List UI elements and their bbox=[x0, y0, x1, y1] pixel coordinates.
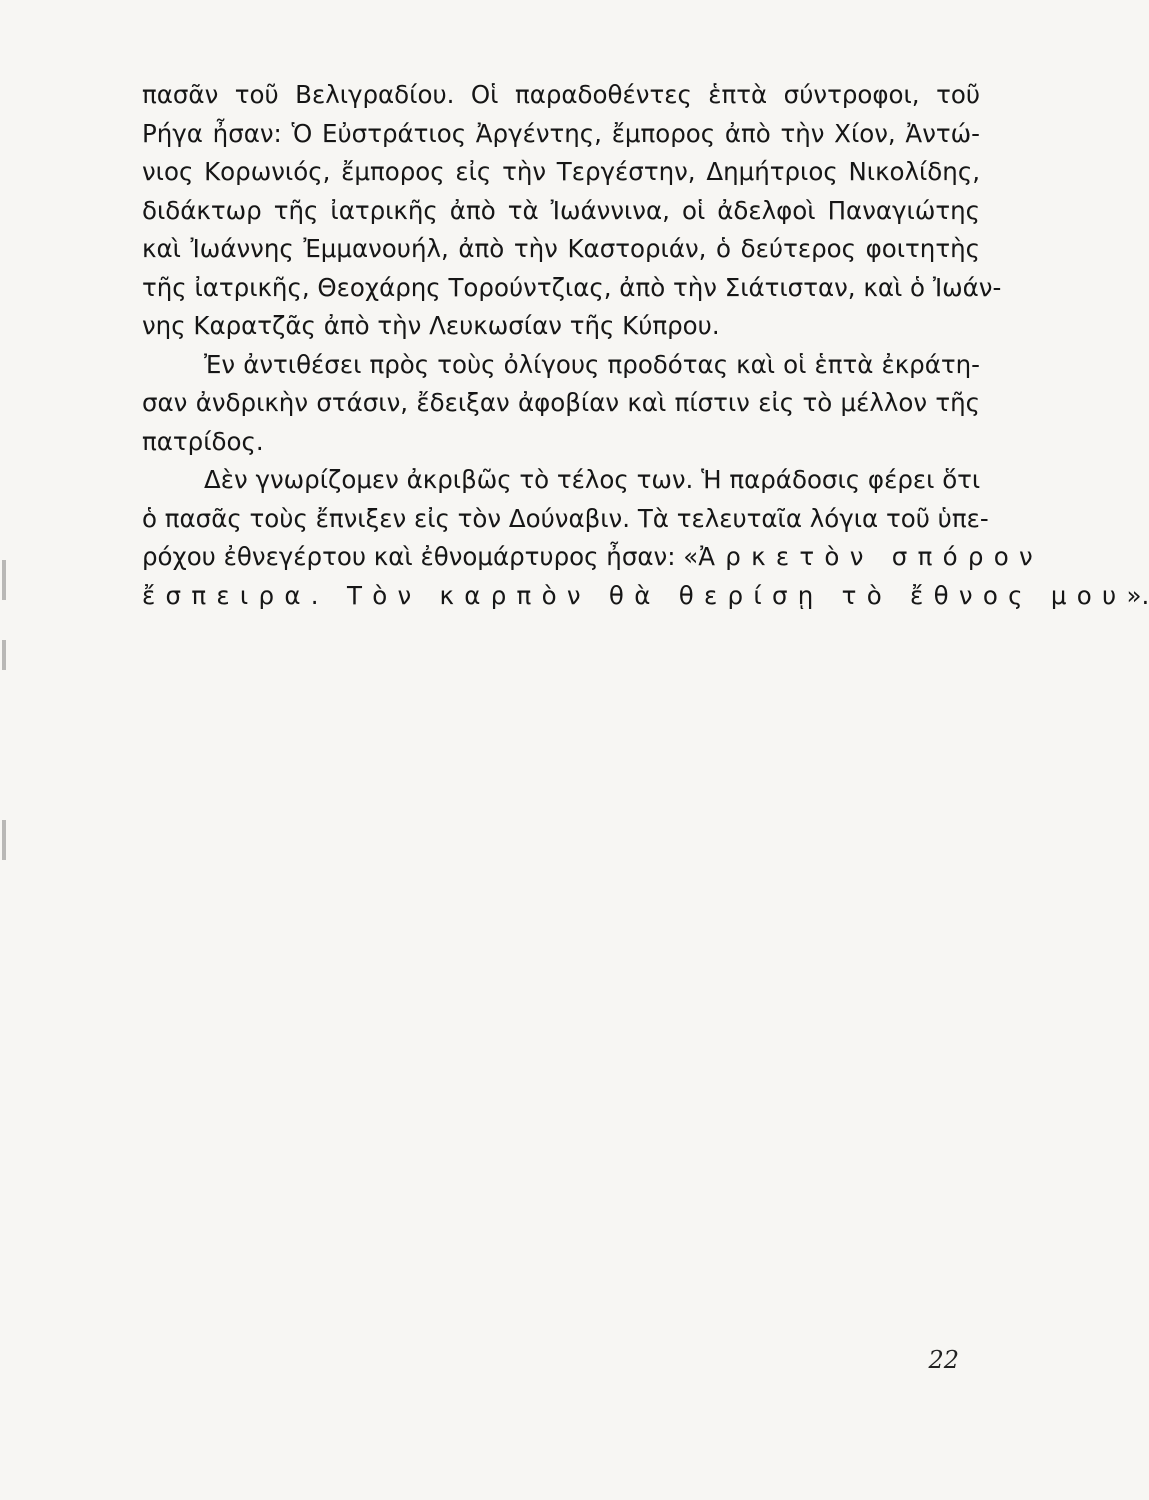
paragraph-3 bbox=[142, 461, 1149, 615]
scan-edge-mark bbox=[2, 820, 6, 860]
text-line: Ἐν ἀντιθέσει πρὸς τοὺς ὀλίγους προδότας καὶ οἱ ἑπτὰ ἐκράτη- bbox=[204, 349, 980, 379]
paragraph-2 bbox=[142, 346, 980, 462]
scan-edge-mark bbox=[2, 560, 6, 600]
text-line: πασᾶν τοῦ Βελιγραδίου. Οἱ παραδοθέντες ἑπτὰ σύντροφοι, τοῦ bbox=[142, 80, 980, 109]
text-line: τῆς ἰατρικῆς, Θεοχάρης Τορούντζιας, ἀπὸ τὴν Σιάτισταν, καὶ ὁ Ἰωάν- bbox=[142, 272, 1002, 302]
quote-spaced-text: Ἀρκετὸν σπόρον bbox=[698, 542, 1043, 571]
paragraph-1 bbox=[142, 76, 1002, 346]
text-line: Δὲν γνωρίζομεν ἀκριβῶς τὸ τέλος των. Ἡ παράδοσις φέρει ὅτι bbox=[204, 465, 981, 494]
text-line: διδάκτωρ τῆς ἰατρικῆς ἀπὸ τὰ Ἰωάννινα, οἱ ἀδελφοὶ Παναγιώτης bbox=[142, 195, 980, 225]
text-line: Ρήγα ἦσαν: Ὁ Εὐστράτιος Ἀργέντης, ἔμπορος ἀπὸ τὴν Χίον, Ἀντώ- bbox=[142, 118, 980, 148]
text-line: σαν ἀνδρικὴν στάσιν, ἔδειξαν ἀφοβίαν καὶ πίστιν εἰς τὸ μέλλον τῆς bbox=[142, 388, 980, 417]
scan-edge-mark bbox=[2, 640, 6, 670]
text-line bbox=[142, 538, 1043, 577]
text-run: ρόχου ἐθνεγέρτου καὶ ἐθνομάρτυρος ἦσαν: « bbox=[142, 542, 699, 571]
text-line: νιος Κορωνιός, ἔμπορος εἰς τὴν Τεργέστην, Δημήτριος Νικολίδης, bbox=[142, 157, 980, 186]
text-line: νης Καρατζᾶς ἀπὸ τὴν Λευκωσίαν τῆς Κύπρου. bbox=[142, 311, 720, 340]
text-line: ὁ πασᾶς τοὺς ἔπνιξεν εἰς τὸν Δούναβιν. Τὰ τελευταῖα λόγια τοῦ ὑπε- bbox=[142, 503, 989, 533]
page-number: 22 bbox=[928, 1346, 959, 1374]
text-run: ». bbox=[1126, 580, 1149, 610]
text-line: καὶ Ἰωάννης Ἐμμανουήλ, ἀπὸ τὴν Καστοριάν, ὁ δεύτερος φοιτητὴς bbox=[142, 234, 980, 263]
text-line: πατρίδος. bbox=[142, 426, 264, 456]
body-text bbox=[142, 76, 1149, 615]
text-line bbox=[142, 577, 1149, 616]
quote-spaced-text: ἔσπειρα. Τὸν καρπὸν θὰ θερίσῃ τὸ ἔθνος μου bbox=[142, 580, 1127, 610]
